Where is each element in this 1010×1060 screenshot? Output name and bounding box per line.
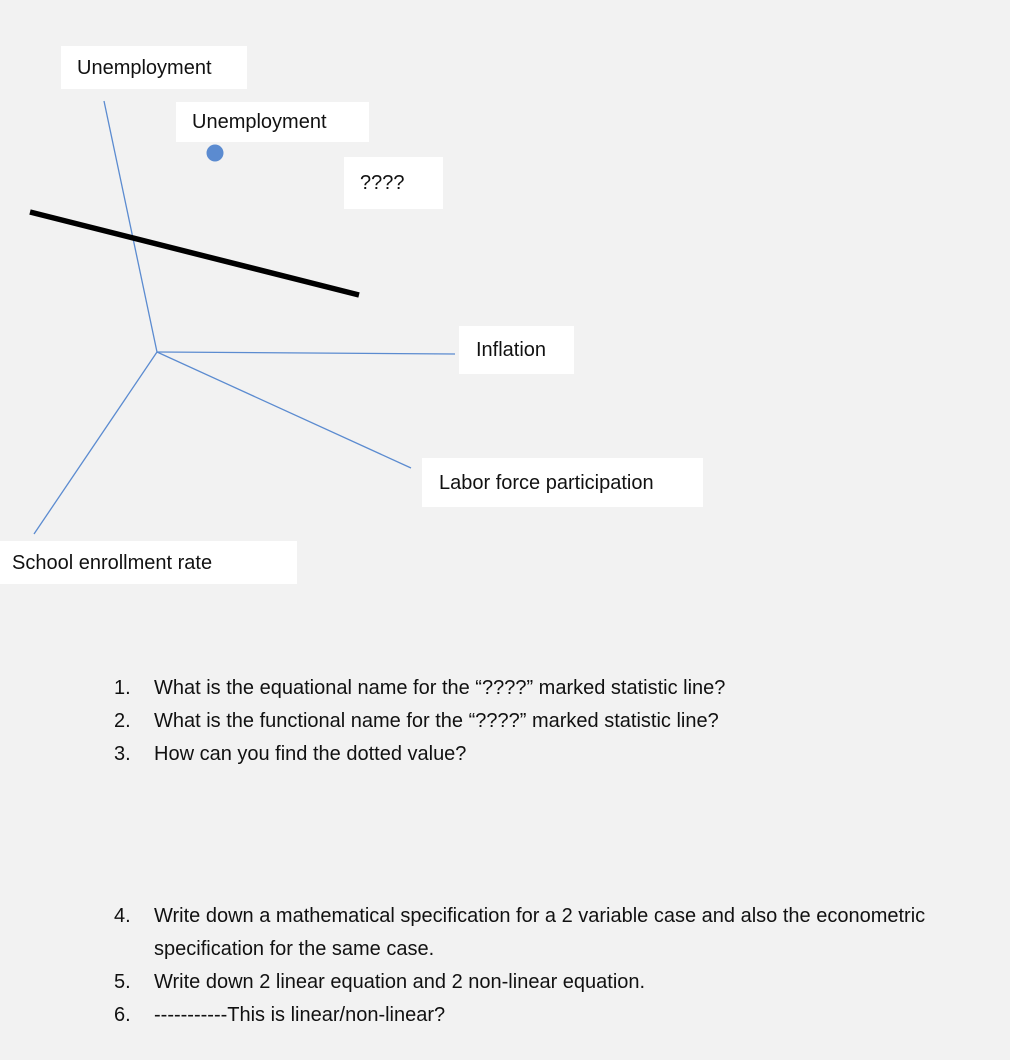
unemployment-axis-label: Unemployment bbox=[61, 46, 247, 89]
question-text: Write down 2 linear equation and 2 non-linear equation. bbox=[154, 971, 646, 993]
inflation-axis-line bbox=[157, 352, 455, 354]
labor-force-axis-line bbox=[157, 352, 411, 468]
unemployment-point-label: Unemployment bbox=[176, 102, 369, 142]
question-number: 5. bbox=[114, 971, 131, 993]
question-text: What is the equational name for the “????” marked statistic line? bbox=[154, 677, 726, 699]
question-list-second bbox=[114, 900, 1004, 1032]
question-text: How can you find the dotted value? bbox=[154, 743, 467, 765]
question-item-1 bbox=[114, 672, 1004, 705]
question-list-first bbox=[114, 672, 1004, 771]
school-enrollment-axis-line bbox=[34, 352, 157, 534]
question-text: -----------This is linear/non-linear? bbox=[154, 1004, 446, 1026]
school-enrollment-axis-label: School enrollment rate bbox=[0, 541, 297, 584]
question-number: 2. bbox=[114, 710, 131, 732]
inflation-axis-label: Inflation bbox=[459, 326, 574, 374]
unknown-line-label: ???? bbox=[344, 157, 443, 209]
question-item-4 bbox=[114, 900, 1004, 966]
labor-force-axis-label: Labor force participation bbox=[422, 458, 703, 507]
unemployment-data-point bbox=[207, 145, 224, 162]
question-number: 1. bbox=[114, 677, 131, 699]
question-item-3 bbox=[114, 738, 1004, 771]
question-text: What is the functional name for the “????” marked statistic line? bbox=[154, 710, 719, 732]
question-item-6 bbox=[114, 999, 1004, 1032]
question-number: 4. bbox=[114, 905, 131, 927]
question-item-5 bbox=[114, 966, 1004, 999]
unemployment-axis-line bbox=[104, 101, 157, 352]
question-text: Write down a mathematical specification for a 2 variable case and also the econometric specification for the same case. bbox=[154, 905, 926, 960]
question-number: 6. bbox=[114, 1004, 131, 1026]
question-number: 3. bbox=[114, 743, 131, 765]
question-item-2 bbox=[114, 705, 1004, 738]
unknown-statistic-line bbox=[30, 212, 359, 295]
